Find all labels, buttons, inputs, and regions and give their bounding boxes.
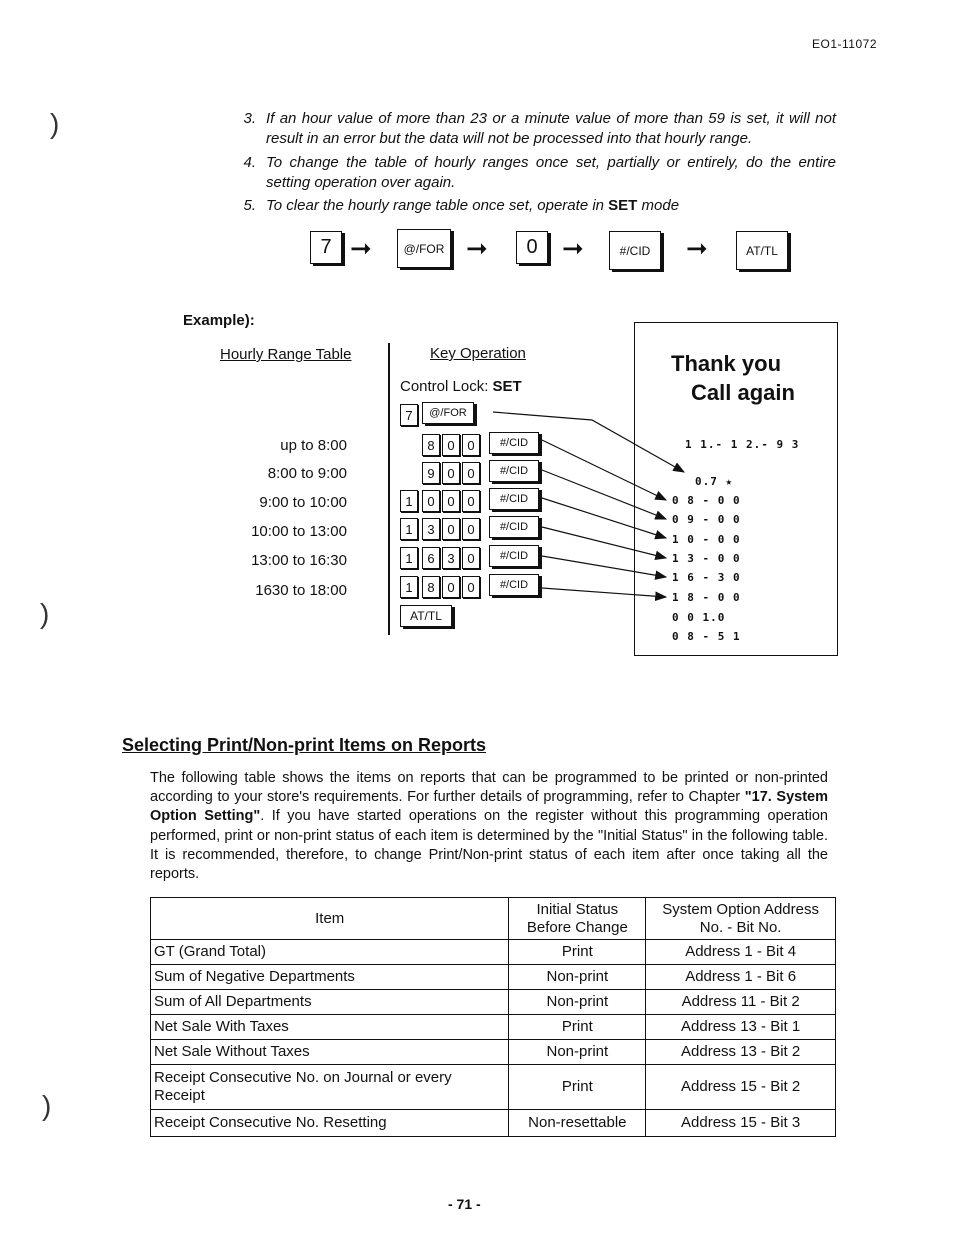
item-cell: Sum of All Departments <box>151 990 509 1015</box>
arrow-right-icon: ➞ <box>466 233 488 263</box>
receipt-entry: 1 8 - 0 0 <box>672 591 741 604</box>
table-header-row <box>151 898 836 940</box>
digit-key: 0 <box>462 518 480 540</box>
address-cell: Address 1 - Bit 4 <box>646 940 836 965</box>
receipt-entry: 0 9 - 0 0 <box>672 513 741 526</box>
digit-key: 0 <box>462 490 480 512</box>
digit-key: 0 <box>442 462 460 484</box>
receipt-count: 0 0 1.0 <box>672 611 726 624</box>
address-cell: Address 15 - Bit 3 <box>646 1110 836 1137</box>
digit-key: 1 <box>400 576 418 598</box>
key-7: 7 <box>400 404 418 426</box>
digit-key: 0 <box>462 434 480 456</box>
section-title: Selecting Print/Non-print Items on Reports <box>122 735 487 755</box>
receipt-entry: 1 3 - 0 0 <box>672 552 741 565</box>
receipt-entry: 0 8 - 0 0 <box>672 494 741 507</box>
key-for: @/FOR <box>422 402 474 424</box>
key-for: @/FOR <box>397 229 451 268</box>
arrow-right-icon: ➞ <box>686 233 708 263</box>
column-header: Item <box>151 898 509 940</box>
digit-key: 0 <box>442 490 460 512</box>
receipt-greeting-line1: Thank you <box>671 351 782 376</box>
status-cell: Non-print <box>509 965 646 990</box>
digit-key: 8 <box>422 576 440 598</box>
arrow-right-icon: ➞ <box>562 233 584 263</box>
paragraph-text: . If you have started operations on the register without this programming operation performed, print or non-print status of each item is determined by the "Initial Status" in the following table. It is recommended, therefore, to change Print/Non-print status of each item after once taking all the reports. <box>150 808 828 883</box>
control-lock-label: Control Lock: <box>400 378 493 395</box>
arrow-right-icon: ➞ <box>350 233 372 263</box>
section-paragraph <box>150 769 828 884</box>
digit-key: 1 <box>400 547 418 569</box>
range-label: 1630 to 18:00 <box>255 582 347 599</box>
digit-key: 9 <box>422 462 440 484</box>
example-label: Example): <box>183 312 255 329</box>
status-cell: Non-print <box>509 990 646 1015</box>
receipt-greeting-line2: Call again <box>691 380 795 405</box>
paragraph-text: The following table shows the items on reports that can be programmed to be printed or non-printed according to your store's requirements. For further details of programming, refer to Chapter <box>150 770 828 806</box>
item-cell: Sum of Negative Departments <box>151 965 509 990</box>
range-label: 8:00 to 9:00 <box>267 465 347 482</box>
item-cell: Receipt Consecutive No. Resetting <box>151 1110 509 1137</box>
table-row <box>151 1110 836 1137</box>
status-cell: Print <box>509 940 646 965</box>
key-7: 7 <box>310 231 342 264</box>
note-text-bold: SET <box>608 197 638 214</box>
key-operation-heading: Key Operation <box>430 345 526 362</box>
key-attl: AT/TL <box>736 231 788 270</box>
address-cell: Address 11 - Bit 2 <box>646 990 836 1015</box>
address-cell: Address 13 - Bit 2 <box>646 1040 836 1065</box>
item-cell: Receipt Consecutive No. on Journal or every Receipt <box>151 1065 509 1110</box>
digit-key: 0 <box>462 576 480 598</box>
table-row <box>151 940 836 965</box>
key-cid: #/CID <box>489 488 539 510</box>
status-cell: Non-print <box>509 1040 646 1065</box>
margin-mark: ) <box>40 598 50 629</box>
page-number: - 71 - <box>448 1196 481 1212</box>
digit-key: 1 <box>400 490 418 512</box>
table-row <box>151 1015 836 1040</box>
note-number: 5. <box>243 197 256 214</box>
key-cid: #/CID <box>489 460 539 482</box>
digit-key: 6 <box>422 547 440 569</box>
key-attl: AT/TL <box>400 605 452 627</box>
receipt-code: 0.7 ★ <box>695 475 734 488</box>
status-cell: Non-resettable <box>509 1110 646 1137</box>
margin-mark: ) <box>42 1090 52 1121</box>
item-cell: Net Sale With Taxes <box>151 1015 509 1040</box>
paragraph-chapter-ref: "17. System Option Setting" <box>150 789 828 825</box>
note-text: If an hour value of more than 23 or a minute value of more than 59 is set, it will not result in an error but the data will not be processed into that hourly range. <box>266 110 836 147</box>
key-cid: #/CID <box>609 231 661 270</box>
item-cell: GT (Grand Total) <box>151 940 509 965</box>
key-0: 0 <box>516 231 548 264</box>
key-cid: #/CID <box>489 432 539 454</box>
note-text: To change the table of hourly ranges once set, partially or entirely, do the entire setting operation over again. <box>266 154 836 191</box>
address-cell: Address 15 - Bit 2 <box>646 1065 836 1110</box>
digit-key: 3 <box>442 547 460 569</box>
key-cid: #/CID <box>489 574 539 596</box>
control-lock-value: SET <box>492 378 522 395</box>
key-cid: #/CID <box>489 545 539 567</box>
table-row <box>151 990 836 1015</box>
address-cell: Address 1 - Bit 6 <box>646 965 836 990</box>
document-number: EO1-11072 <box>812 37 877 51</box>
item-cell: Net Sale Without Taxes <box>151 1040 509 1065</box>
range-label: 10:00 to 13:00 <box>251 523 347 540</box>
range-label: 9:00 to 10:00 <box>259 494 347 511</box>
table-row <box>151 965 836 990</box>
receipt-entry: 1 0 - 0 0 <box>672 533 741 546</box>
hourly-range-heading: Hourly Range Table <box>220 346 352 363</box>
range-label: up to 8:00 <box>280 437 347 454</box>
receipt-footer: 0 8 - 5 1 <box>672 630 741 643</box>
digit-key: 0 <box>442 576 460 598</box>
table-row <box>151 1040 836 1065</box>
digit-key: 0 <box>462 547 480 569</box>
digit-key: 0 <box>462 462 480 484</box>
note-number: 3. <box>243 110 256 127</box>
table-row <box>151 1065 836 1110</box>
note-text-part: To clear the hourly range table once set, operate in <box>266 197 609 214</box>
status-cell: Print <box>509 1065 646 1110</box>
status-cell: Print <box>509 1015 646 1040</box>
column-header: System Option Address No. - Bit No. <box>646 898 836 940</box>
digit-key: 3 <box>422 518 440 540</box>
digit-key: 0 <box>442 434 460 456</box>
print-items-table <box>150 897 836 1137</box>
key-cid: #/CID <box>489 516 539 538</box>
address-cell: Address 13 - Bit 1 <box>646 1015 836 1040</box>
digit-key: 1 <box>400 518 418 540</box>
receipt-greeting <box>671 349 795 407</box>
range-label: 13:00 to 16:30 <box>251 552 347 569</box>
column-header: Initial Status Before Change <box>509 898 646 940</box>
receipt-entry: 1 6 - 3 0 <box>672 571 741 584</box>
receipt-date: 1 1.- 1 2.- 9 3 <box>685 438 800 451</box>
note-number: 4. <box>243 154 256 171</box>
digit-key: 8 <box>422 434 440 456</box>
digit-key: 0 <box>442 518 460 540</box>
sample-receipt <box>634 322 838 656</box>
note-text-part: mode <box>637 197 680 214</box>
digit-key: 0 <box>422 490 440 512</box>
margin-mark: ) <box>50 108 60 139</box>
